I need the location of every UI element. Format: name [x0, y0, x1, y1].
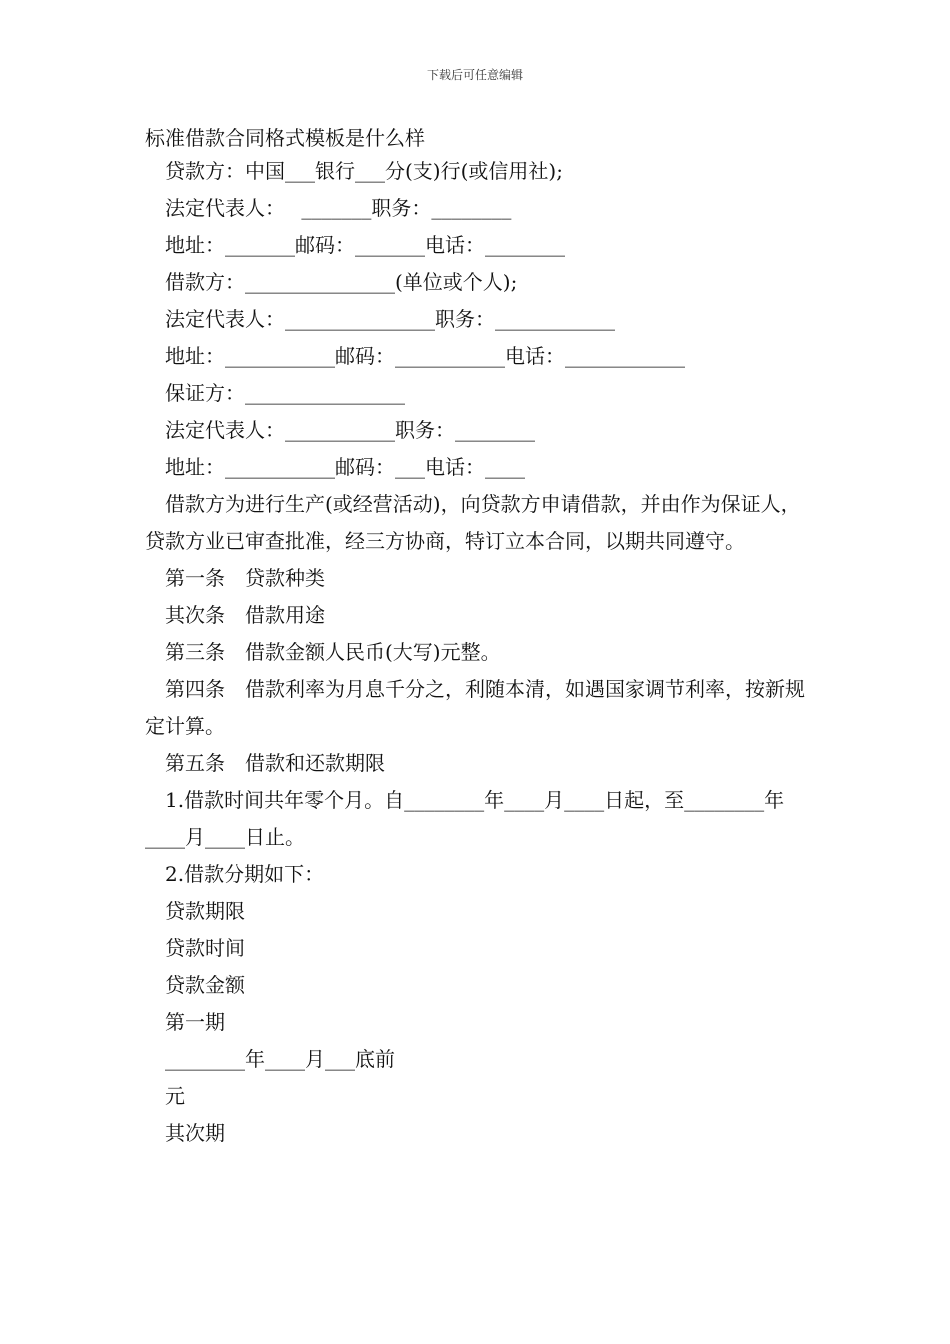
- article-1: 第一条 贷款种类: [165, 566, 325, 590]
- lender-representative-line: 法定代表人： _______职务：________: [165, 196, 512, 220]
- document-body: [145, 153, 815, 1152]
- article-2: 其次条 借款用途: [165, 603, 325, 627]
- guarantor-line: 保证方：________________: [165, 381, 405, 405]
- schedule-line: 贷款期限: [165, 899, 245, 923]
- lender-line: 贷款方：中国___银行___分(支)行(或信用社);: [165, 159, 563, 183]
- borrower-line: 借款方：_______________(单位或个人);: [165, 270, 518, 294]
- borrower-address-line: 地址：___________邮码：___________电话：____________: [165, 344, 685, 368]
- loan-period-item: 1.借款时间共年零个月。自________年____月____日起，至________年____月____日止。: [145, 788, 785, 849]
- preamble-paragraph: 借款方为进行生产(或经营活动)，向贷款方申请借款，并由作为保证人，贷款方业已审查批准，经三方协商，特订立本合同，以期共同遵守。: [145, 492, 801, 553]
- guarantor-representative-line: 法定代表人：___________职务：________: [165, 418, 535, 442]
- installment-item: 2.借款分期如下：: [165, 862, 325, 886]
- schedule-line: 贷款时间: [165, 936, 245, 960]
- article-3: 第三条 借款金额人民币(大写)元整。: [165, 640, 501, 664]
- schedule-line: 第一期: [165, 1010, 225, 1034]
- guarantor-address-line: 地址：___________邮码：___电话：____: [165, 455, 525, 479]
- schedule-line: 元: [165, 1084, 185, 1108]
- document-title: 标准借款合同格式模板是什么样: [145, 126, 425, 150]
- schedule-line: 贷款金额: [165, 973, 245, 997]
- page-header: 下载后可任意编辑: [426, 68, 523, 82]
- article-4: 第四条 借款利率为月息千分之，利随本清，如遇国家调节利率，按新规定计算。: [145, 677, 805, 738]
- article-5: 第五条 借款和还款期限: [165, 751, 385, 775]
- schedule-line: ________年____月___底前: [165, 1047, 395, 1071]
- lender-address-line: 地址：_______邮码：_______电话：________: [165, 233, 565, 257]
- schedule-line: 其次期: [165, 1121, 225, 1145]
- borrower-representative-line: 法定代表人：_______________职务：____________: [165, 307, 615, 331]
